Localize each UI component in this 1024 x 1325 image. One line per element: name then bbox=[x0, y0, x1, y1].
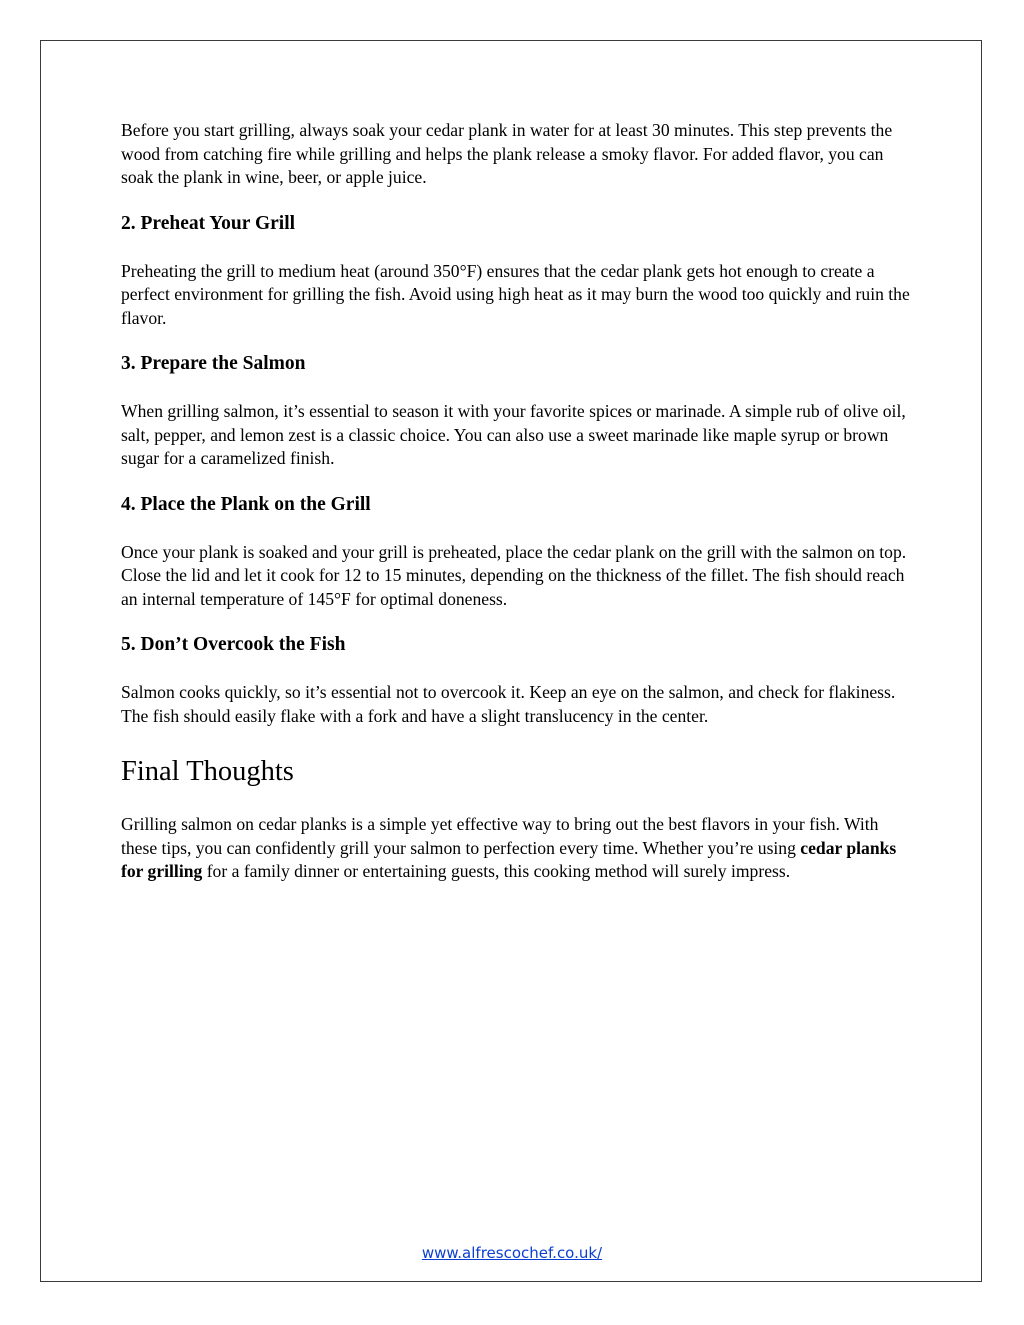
footer-website-link[interactable]: www.alfrescochef.co.uk/ bbox=[421, 1244, 603, 1262]
document-body bbox=[121, 119, 911, 884]
heading-dont-overcook: 5. Don’t Overcook the Fish bbox=[121, 634, 346, 655]
intro-paragraph: Before you start grilling, always soak your cedar plank in water for at least 30 minutes. This step prevents the wood from catching fire while grilling and helps the plank release a smoky flavor. For added flavor, you can soak the plank in wine, beer, or apple juice. bbox=[121, 120, 893, 187]
heading-preheat-grill: 2. Preheat Your Grill bbox=[121, 212, 296, 234]
heading-final-thoughts: Final Thoughts bbox=[121, 756, 294, 787]
paragraph-dont-overcook: Salmon cooks quickly, so it’s essential not to overcook it. Keep an eye on the salmon, and check for flakiness. The fish should easily flake with a fork and have a slight translucency in the center. bbox=[121, 682, 896, 726]
final-thoughts-bold-phrase: cedar planks for grilling bbox=[121, 837, 897, 881]
heading-place-plank: 4. Place the Plank on the Grill bbox=[121, 493, 371, 515]
final-thoughts-text-end: for a family dinner or entertaining guests, this cooking method will surely impress. bbox=[202, 861, 791, 881]
final-thoughts-text-start: Grilling salmon on cedar planks is a simple yet effective way to bring out the best flavors in your fish. With these tips, you can confidently grill your salmon to perfection every time. Whether you’re using bbox=[121, 814, 879, 858]
paragraph-final-thoughts bbox=[121, 813, 911, 884]
heading-prepare-salmon: 3. Prepare the Salmon bbox=[121, 353, 306, 374]
paragraph-prepare-salmon: When grilling salmon, it’s essential to season it with your favorite spices or marinade. A simple rub of olive oil, salt, pepper, and lemon zest is a classic choice. You can also use a sweet marinade like maple syrup or brown sugar for a caramelized finish. bbox=[121, 401, 906, 468]
paragraph-preheat-grill: Preheating the grill to medium heat (around 350°F) ensures that the cedar plank gets hot enough to create a perfect environment for grilling the fish. Avoid using high heat as it may burn the wood too quickly and ruin the flavor. bbox=[121, 260, 910, 328]
footer bbox=[0, 1243, 1024, 1263]
paragraph-place-plank: Once your plank is soaked and your grill is preheated, place the cedar plank on the grill with the salmon on top. Close the lid and let it cook for 12 to 15 minutes, depending on the thickness of the fillet. The fish should reach an internal temperature of 145°F for optimal doneness. bbox=[121, 541, 907, 609]
